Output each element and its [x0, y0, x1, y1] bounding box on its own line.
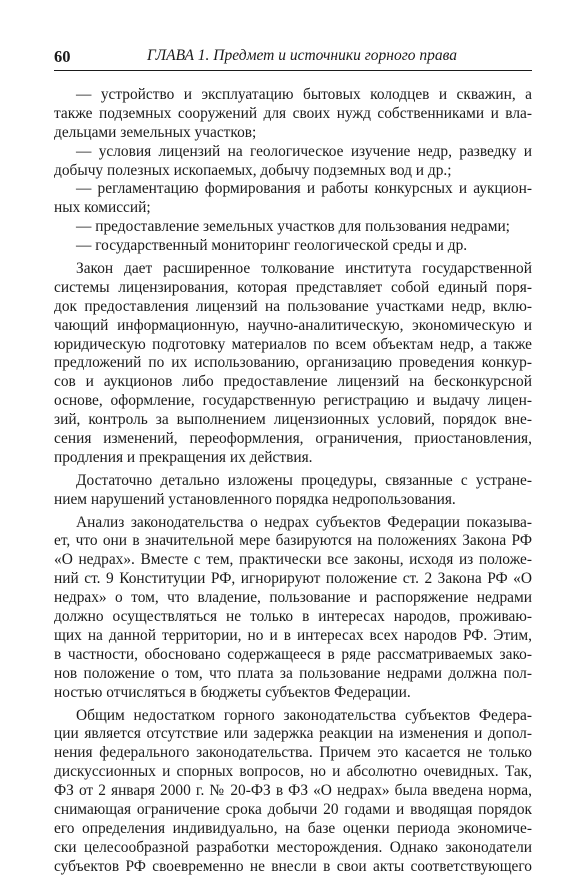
text-line: сения изменений, переоформления, ограничения, приостановления, — [54, 430, 532, 448]
text-line: его определения индивидуально, на базе оценки периода экономиче- — [54, 819, 532, 837]
text-line: нием нарушений установленного порядка недропользования. — [54, 490, 456, 508]
text-line: должно осуществляться не только в интересах народов, проживаю- — [54, 608, 532, 626]
page-number: 60 — [54, 47, 71, 66]
text-line: док предоставления лицензий на пользование участками недр, вклю- — [54, 297, 532, 315]
text-line: ний ст. 9 Конституции РФ, игнорируют положение ст. 2 Закона РФ «О — [54, 570, 532, 588]
text-line: — государственный мониторинг геологической среды и др. — [76, 237, 468, 255]
text-line: — устройство и эксплуатацию бытовых колодцев и скважин, а — [76, 86, 532, 103]
text-line: сов и аукционов либо предоставление лицензий на бесконкурсной — [54, 373, 532, 391]
text-line: Достаточно детально изложены процедуры, связанные с устране- — [76, 471, 532, 489]
text-line: чающий информационную, научно-аналитическую, экономическую и — [54, 316, 532, 334]
text-line: ски целесообразной разработки месторождения. Однако законодатели — [54, 838, 532, 856]
text-line: недрах» о том, что владение, пользование и распоряжение недрами — [54, 589, 532, 607]
text-line: нения федерального законодательства. Причем это касается не только — [54, 744, 532, 762]
text-line: зий, контроль за выполнением лицензионных условий, порядок вне- — [54, 411, 532, 429]
running-head: ГЛАВА 1. Предмет и источники горного права — [147, 47, 457, 64]
text-line: — регламентацию формирования и работы конкурсных и аукцион- — [76, 180, 532, 198]
text-line: снимающая ограничение срока добычи 20 годами и вводящая порядок — [54, 800, 532, 818]
text-line: ет, что они в значительной мере базируются на положениях Закона РФ — [54, 532, 532, 550]
text-line: ФЗ от 2 января 2000 г. № 20-ФЗ в ФЗ «О недрах» была введена норма, — [54, 782, 532, 800]
text-line: ции является отсутствие или задержка реакции на изменения и допол- — [54, 725, 532, 743]
text-line: нов положение о том, что плата за пользование недрами должна пол- — [54, 664, 532, 682]
text-line: также подземных сооружений для своих нужд собственниками и вла- — [54, 104, 532, 122]
text-line: предложений по их использованию, организацию проведения конкур- — [54, 354, 532, 372]
text-line: «О недрах». Вместе с тем, практически все законы, исходя из положе- — [54, 551, 532, 569]
text-line: ностью отчисляться в бюджеты субъектов Федерации. — [54, 683, 411, 701]
text-line: продления и прекращения их действия. — [54, 448, 313, 466]
text-line: Анализ законодательства о недрах субъектов Федерации показыва- — [76, 513, 532, 531]
text-line: в частности, обосновано содержащееся в ряде рассматриваемых зако- — [54, 645, 532, 663]
text-line: ных комиссий; — [54, 199, 151, 217]
text-line: добычу полезных ископаемых, добычу подземных вод и др.; — [54, 161, 452, 179]
text-line: — предоставление земельных участков для пользования недрами; — [76, 218, 510, 236]
body-text — [54, 86, 532, 877]
text-line: основе, оформление, государственную регистрацию и выдачу лицен- — [54, 392, 532, 410]
text-line: Общим недостатком горного законодательства субъектов Федера- — [76, 706, 532, 724]
text-line: субъектов РФ своевременно не внесли в свои акты соответствующего — [54, 857, 532, 875]
header-rule — [54, 70, 532, 71]
text-line: щих на данной территории, но и в интересах всех народов РФ. Этим, — [54, 626, 532, 644]
text-line: Закон дает расширенное толкование института государственной — [76, 260, 532, 278]
text-line: системы лицензирования, которая представляет собой единый поря- — [54, 278, 532, 296]
page-header — [54, 44, 532, 70]
text-line: юридическую подготовку материалов по всем объектам недр, а также — [54, 335, 532, 353]
text-line: — условия лицензий на геологическое изучение недр, разведку и — [76, 142, 532, 160]
text-line: дельцами земельных участков; — [54, 123, 257, 141]
text-line: дискуссионных и спорных вопросов, но и абсолютно очевидных. Так, — [54, 763, 532, 781]
